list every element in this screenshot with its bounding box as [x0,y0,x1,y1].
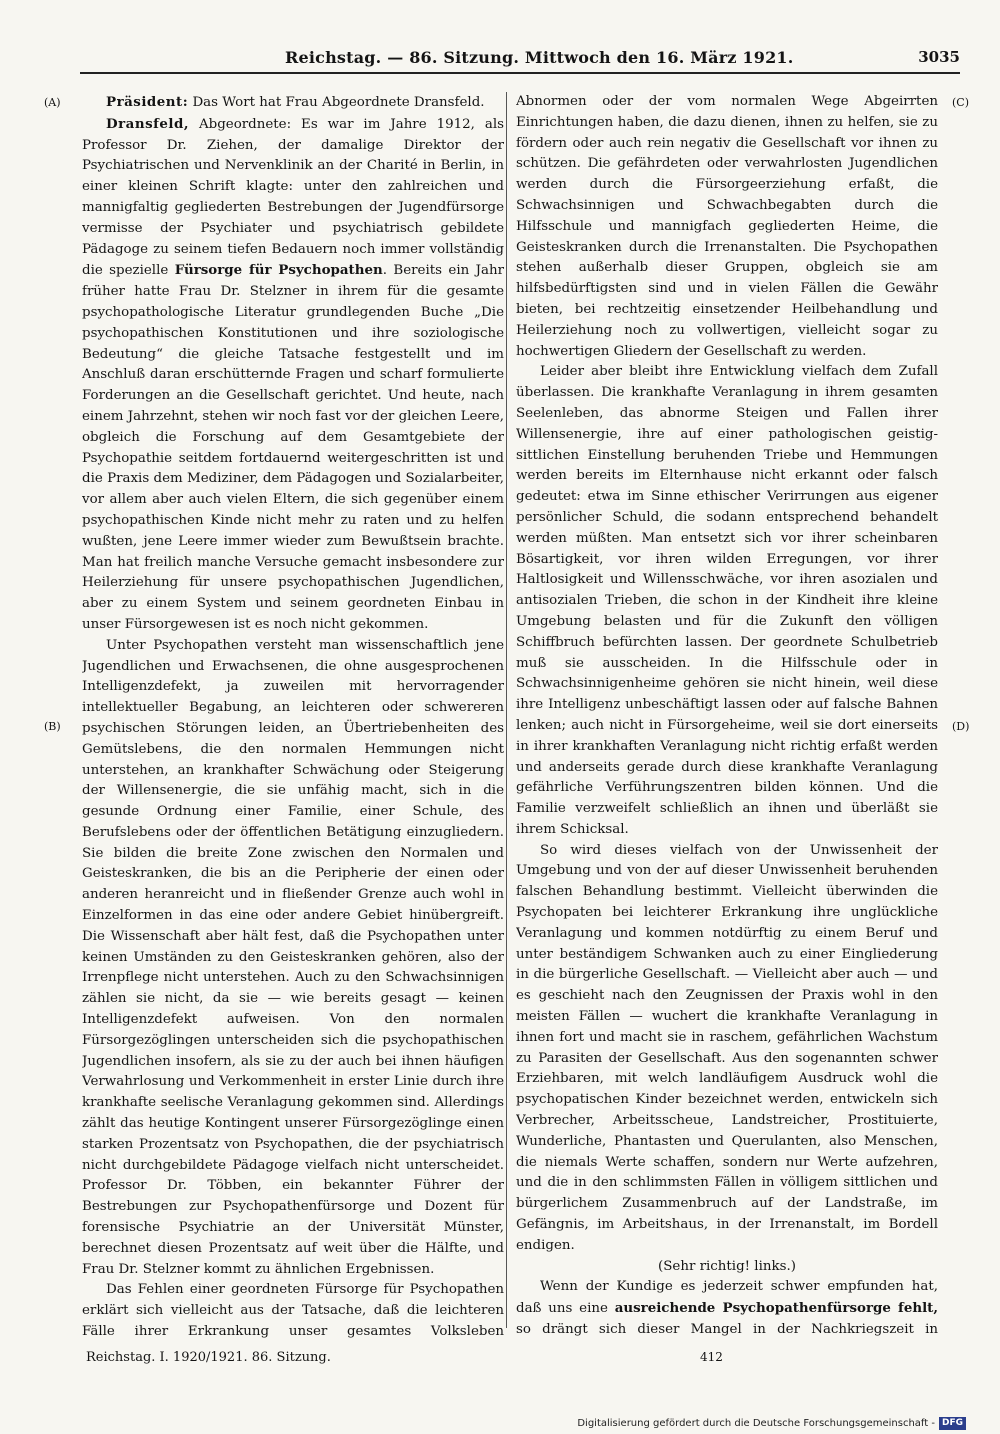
interjection: (Sehr richtig! links.) [658,1258,796,1274]
margin-marker-c: (C) [952,96,969,109]
margin-marker-a: (A) [44,96,61,109]
footer-source: Reichstag. I. 1920/1921. 86. Sitzung. [86,1350,331,1365]
speaker-name: Präsident: [106,94,189,110]
paragraph-text: . Bereits ein Jahr früher hatte Frau Dr. Stelzner in ihrem für die gesamte psychopathologische Literatur grundlegenden Buche „Die psychopathischen Konstitutionen und ihre soziologische Bedeutung“ die gleiche Tatsache festgestellt und im Anschluß daran erschütternde Fragen und scharf formulierte Forderungen an die Gesellschaft gerichtet. Und heute, nach einem Jahrzehnt, stehen wir noch fast vor der gleichen Leere, obgleich die Forschung auf dem Gesamtgebiete der Psychopathie seitdem fortdauernd weitergeschritten ist und die Praxis dem Mediziner, dem Pädagogen und Sozialarbeiter, vor allem aber auch vielen Eltern, die sich gegenüber einem psychopathischen Kinde nicht mehr zu raten und zu helfen wußten, jene Leere immer wieder zum Bewußtsein brachte. Man hat freilich manche Versuche gemacht insbesondere zur Heilerziehung für unsere psychopathischen Jugendlichen, aber zu einem System und seinem geordneten Einbau in unser Fürsorgewesen ist es noch nicht gekommen. [82,263,504,632]
paragraph [516,1277,938,1338]
digitization-credit [577,1417,966,1430]
paragraph-text: Abgeordnete: Es war im Jahre 1912, als Professor Dr. Ziehen, der damalige Direktor der Psychiatrischen und Nervenklinik an der Charité in Berlin, in einer kleinen Schrift klagte: unter den zahlreichen und mannigfaltig gegliederten Bestrebungen der Jugendfürsorge vermisse der Psychiater und psychiatrisch gebildete Pädagoge zu seinem tiefen Bedauern noch immer vollständig die spezielle [82,116,504,279]
speaker-name: Dransfeld, [106,115,190,132]
paragraph: Unter Psychopathen versteht man wissenschaftlich jene Jugendlichen und Erwachsenen, die ohne ausgesprochenen Intelligenzdefekt, ja zuweilen mit hervorragender intellektueller Begabung, an leichteren oder schwereren psychischen Störungen leiden, an Übertriebenheiten des Gemütslebens, die den normalen Hemmungen nicht unterstehen, an krankhafter Schwächung oder Steigerung der Willensenergie, die sie unfähig macht, sich in die gesunde Ordnung einer Familie, einer Schule, des Berufslebens oder der öffentlichen Betätigung einzugliedern. Sie bilden die breite Zone zwischen den Normalen und Geisteskranken, die bis an die Peripherie der einen oder anderen heranreicht und in fließender Grenze auch wohl in Einzelformen in das eine oder andere Gebiet hinübergreift. Die Wissenschaft aber hält fest, daß die Psychopathen unter keinen Umständen zu den Geisteskranken gehören, also der Irrenpflege nicht unterstehen. Auch zu den Schwachsinnigen zählen sie nicht, da sie — wie bereits gesagt — keinen Intelligenzdefekt aufweisen. Von den normalen Fürsorgezöglingen unterscheiden sich die psychopathischen Jugendlichen insofern, als sie zu der auch bei ihnen häufigen Verwahrlosung und Verkommenheit in erster Linie durch ihre krankhafte seelische Veranlagung gekommen sind. Allerdings zählt das heutige Kontingent unserer Fürsorgezöglinge einen starken Prozentsatz von Psychopathen, die der psychiatrisch nicht durchgebildete Pädagoge vielfach nicht unterscheidet. Professor Dr. Többen, ein bekannter Führer der Bestrebungen zur Psychopathenfürsorge und Dozent für forensische Psychiatrie an der Universität Münster, berechnet diesen Prozentsatz auf weit über die Hälfte, und Frau Dr. Stelzner kommt zu ähnlichen Ergebnissen. [82,637,504,1277]
page-number: 3035 [918,48,960,66]
emphasis-text: Fürsorge für Psychopathen [174,262,383,279]
dfg-logo-icon: DFG [939,1417,966,1430]
paragraph-text: Wenn der Kundige es jederzeit schwer empfunden hat, daß uns eine [516,1279,938,1317]
paragraph: Das Fehlen einer geordneten Fürsorge für Psychopathen erklärt sich vielleicht aus der Tatsache, daß die leichteren Fälle ihrer Erkrankung unser gesamtes Volksleben [82,1282,504,1338]
margin-marker-d: (D) [952,720,970,733]
page-header [80,48,960,74]
paragraph: Leider aber bleibt ihre Entwicklung vielfach dem Zufall überlassen. Die krankhafte Veranlagung in ihrem gesamten Seelenleben, das abnorme Steigen und Fallen ihrer Willensenergie, ihre auf einer pathologischen geistig-sittlichen Einstellung beruhenden Triebe und Hemmungen werden bereits im Elternhause nicht erkannt oder falsch gedeutet: etwa im Sinne ethischer Verirrungen aus eigener persönlicher Schuld, die sodann entsprechend behandelt werden müßten. Man entsetzt sich vor ihrer scheinbaren Bösartigkeit, vor ihren wilden Erregungen, vor ihrer Haltlosigkeit und Willensschwäche, vor ihren asozialen und antisozialen Trieben, die schon in der Kindheit ihre kleine Umgebung belasten und für die Zukunft den völligen Schiffbruch befürchten lassen. Der geordnete Schulbetrieb muß sie ausscheiden. In die Hilfsschule oder in Schwachsinnigenheime gehören sie nicht hinein, weil diese ihre Intelligenz unbeschäftigt lassen oder auf falsche Bahnen lenken; auch nicht in Fürsorgeheime, weil sie dort einerseits in ihrer krankhaften Veranlagung nicht richtig erfaßt werden und anderseits gerade durch diese krankhafte Veranlagung gefährliche Verführungszentren bilden können. Und die Familie verzweifelt schließlich an ihnen und überläßt sie ihrem Schicksal. [516,364,938,837]
margin-marker-b: (B) [44,720,61,733]
paragraph [82,92,504,114]
column-divider [506,92,507,1328]
emphasis-text: ausreichende Psychopathenfürsorge fehlt, [614,1300,938,1317]
footer-sheet-number: 412 [700,1350,723,1364]
paragraph-text: Das Wort hat Frau Abgeordnete Dransfeld. [188,95,485,110]
paragraph: Abnormen oder der vom normalen Wege Abgeirrten Einrichtungen haben, die dazu dienen, ihnen zu helfen, sie zu fördern oder auch rein negativ die Gesellschaft vor ihnen zu schützen. Die gefährdeten oder verwahrlosten Jugendlichen werden durch die Fürsorgeerziehung erfaßt, die Schwachsinnigen und Schwachbegabten durch die Hilfsschule und mannigfach gegliederten Heime, die Geisteskranken durch die Irrenanstalten. Die Psychopathen stehen außerhalb dieser Gruppen, obgleich sie am hilfsbedürftigsten sind und in vielen Fällen die Gewähr bieten, bei rechtzeitig einsetzender Heilbehandlung und Heilerziehung noch zu vollwertigen, vielleicht sogar zu hochwertigen Gliedern der Gesellschaft zu werden. [516,94,938,359]
digitization-text: Digitalisierung gefördert durch die Deutsche Forschungsgemeinschaft - [577,1418,935,1429]
paragraph: So wird dieses vielfach von der Unwissenheit der Umgebung und von der auf dieser Unwissenheit beruhenden falschen Behandlung bestimmt. Vielleicht überwinden die Psychopaten bei leichterer Erkrankung ihre unglückliche Veranlagung und kommen notdürftig zu einem Beruf und unter beständigem Schwanken auch zu einer Eingliederung in die bürgerliche Gesellschaft. — Vielleicht aber auch — und es geschieht nach den Zeugnissen der Praxis wohl in den meisten Fällen — wuchert die krankhafte Veranlagung in ihnen fort und macht sie in raschem, gefährlichen Wachstum zu Parasiten der Gesellschaft. Aus den sogenannten schwer Erziehbaren, mit welch landläufigem Ausdruck wohl die psychopatischen Kinder bezeichnet werden, entwickeln sich Verbrecher, Arbeitsscheue, Landstreicher, Prostituierte, Wunderliche, Phantasten und Querulanten, also Menschen, die niemals Werte schaffen, sondern nur Werte aufzehren, und die in den schlimmsten Fällen in völligem sittlichen und bürgerlichem Zusammenbruch auf der Landstraße, im Gefängnis, im Arbeitshaus, in der Irrenanstalt, im Bordell endigen. [516,842,938,1253]
left-column [82,92,504,1338]
header-title: Reichstag. — 86. Sitzung. Mittwoch den 16. März 1921. [285,48,794,67]
right-column [516,92,938,1338]
paragraph [82,114,504,636]
paragraph-text: so drängt sich dieser Mangel in der Nachkriegszeit in [516,1322,938,1338]
